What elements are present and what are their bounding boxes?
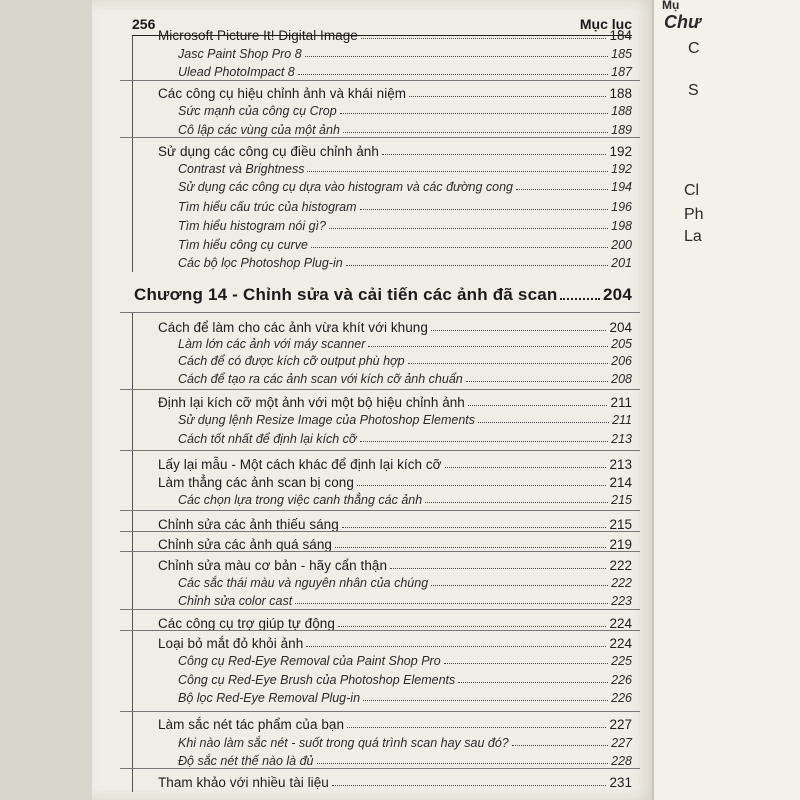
toc-title: Khi nào làm sắc nét - suốt trong quá trình scan hay sau đó?	[178, 736, 509, 750]
toc-page-number: 222	[611, 576, 632, 590]
subsection-entry	[132, 354, 632, 368]
toc-title: Định lại kích cỡ một ảnh với một bộ hiệu chỉnh ảnh	[158, 395, 465, 410]
section-entry	[132, 616, 632, 631]
toc-title: Sử dụng lệnh Resize Image của Photoshop Elements	[178, 413, 475, 427]
toc-title: Làm sắc nét tác phẩm của bạn	[158, 717, 345, 732]
toc-title: Sử dụng các công cụ dựa vào histogram và các đường cong	[178, 180, 513, 194]
section-entry	[132, 28, 632, 43]
subsection-entry	[132, 123, 632, 137]
dot-leader	[468, 405, 608, 406]
dot-leader	[357, 485, 607, 486]
dot-leader	[478, 422, 609, 423]
toc-title: Ulead PhotoImpact 8	[178, 65, 295, 79]
toc-page-number: 211	[612, 413, 632, 427]
subsection-entry	[132, 673, 632, 687]
section-entry	[132, 144, 632, 159]
dot-leader	[307, 171, 608, 172]
toc-title: Jasc Paint Shop Pro 8	[178, 47, 302, 61]
facing-header-fragment: Mụ	[662, 0, 680, 12]
page-number: 256	[132, 16, 156, 32]
toc-page-number: 226	[611, 691, 632, 705]
chapter-entry	[132, 285, 632, 305]
dot-leader	[466, 381, 608, 382]
section-entry	[132, 320, 632, 335]
section-title: Mục lục	[579, 16, 632, 32]
toc-title: Bộ lọc Red-Eye Removal Plug-in	[178, 691, 361, 705]
toc-page-number: 213	[611, 432, 632, 446]
toc-title: Các chọn lựa trong việc canh thẳng các ảnh	[178, 493, 423, 507]
section-divider	[120, 80, 640, 81]
section-divider	[120, 630, 640, 631]
section-divider	[120, 450, 640, 451]
subsection-entry	[132, 576, 632, 590]
dot-leader	[317, 763, 609, 764]
toc-page-number: 192	[611, 162, 632, 176]
toc-title: Chương 14 - Chỉnh sửa và cải tiến các ảnh đã scan	[134, 285, 558, 304]
toc-title: Chỉnh sửa các ảnh thiếu sáng	[158, 517, 339, 532]
facing-text-fragment: C	[688, 40, 700, 57]
toc-title: Các công cụ trợ giúp tự động	[158, 616, 335, 631]
toc-title: Contrast và Brightness	[178, 162, 305, 176]
dot-leader	[295, 603, 608, 604]
dot-leader	[560, 298, 600, 300]
toc-title: Cách tốt nhất để định lại kích cỡ	[178, 432, 357, 446]
section-entry	[132, 558, 632, 573]
toc-page-number: 224	[609, 636, 632, 651]
subsection-entry	[132, 736, 632, 750]
toc-page-number: 208	[611, 372, 632, 386]
subsection-entry	[132, 200, 632, 214]
toc-title: Công cụ Red-Eye Removal của Paint Shop Pro	[178, 654, 441, 668]
toc-title: Tham khảo với nhiều tài liệu	[158, 775, 329, 790]
dot-leader	[360, 209, 609, 210]
dot-leader	[382, 154, 607, 155]
subsection-entry	[132, 256, 632, 270]
toc-page-number: 223	[611, 594, 632, 608]
toc-page-number: 214	[609, 475, 632, 490]
subsection-entry	[132, 47, 632, 61]
dot-leader	[311, 247, 608, 248]
section-divider	[120, 768, 640, 769]
subsection-entry	[132, 180, 632, 194]
toc-title: Cách để làm cho các ảnh vừa khít với khung	[158, 320, 428, 335]
toc-page-number: 201	[611, 256, 632, 270]
section-entry	[132, 717, 632, 732]
toc-page-number: 227	[609, 717, 632, 732]
section-entry	[132, 517, 632, 532]
subsection-entry	[132, 238, 632, 252]
subsection-entry	[132, 654, 632, 668]
toc-page-number: 215	[611, 493, 632, 507]
section-divider	[120, 531, 640, 532]
subsection-entry	[132, 594, 632, 608]
toc-title: Lấy lại mẫu - Một cách khác để định lại kích cỡ	[158, 457, 442, 472]
toc-title: Tìm hiểu công cụ curve	[178, 238, 308, 252]
toc-page-number: 215	[609, 517, 632, 532]
section-divider	[120, 609, 640, 610]
toc-title: Tìm hiểu cấu trúc của histogram	[178, 200, 357, 214]
toc-title: Chỉnh sửa color cast	[178, 594, 293, 608]
dot-leader	[512, 745, 608, 746]
subsection-entry	[132, 337, 632, 351]
toc-title: Các bộ lọc Photoshop Plug-in	[178, 256, 343, 270]
dot-leader	[329, 228, 608, 229]
section-divider	[120, 389, 640, 390]
dot-leader	[390, 568, 606, 569]
toc-title: Loại bỏ mắt đỏ khỏi ảnh	[158, 636, 304, 651]
toc-title: Cách để tạo ra các ảnh scan với kích cỡ ảnh chuẩn	[178, 372, 463, 386]
toc-page-number: 228	[611, 754, 632, 768]
section-divider	[120, 137, 640, 138]
toc-page-number: 219	[609, 537, 632, 552]
toc-page-number: 225	[611, 654, 632, 668]
toc-page-number: 189	[611, 123, 632, 137]
facing-text-fragment: S	[688, 82, 699, 99]
dot-leader	[340, 113, 608, 114]
dot-leader	[306, 646, 606, 647]
toc-title: Cách để có được kích cỡ output phù hợp	[178, 354, 405, 368]
toc-page-number: 198	[611, 219, 632, 233]
dot-leader	[363, 700, 608, 701]
subsection-entry	[132, 104, 632, 118]
toc-page-number: 205	[611, 337, 632, 351]
section-divider	[120, 312, 640, 313]
toc-title: Cô lập các vùng của một ảnh	[178, 123, 340, 137]
dot-leader	[361, 38, 607, 39]
toc-page-number: 204	[603, 285, 632, 304]
dot-leader	[342, 527, 607, 528]
section-entry	[132, 636, 632, 651]
facing-page	[652, 0, 800, 800]
subsection-entry	[132, 372, 632, 386]
toc-title: Các công cụ hiệu chỉnh ảnh và khái niệm	[158, 86, 407, 101]
toc-page-number: 185	[611, 47, 632, 61]
toc-page-number: 231	[609, 775, 632, 790]
toc-title: Chỉnh sửa các ảnh quá sáng	[158, 537, 332, 552]
toc-page-number: 227	[611, 736, 632, 750]
dot-leader	[368, 346, 608, 347]
toc-page-number: 187	[611, 65, 632, 79]
toc-title: Làm lớn các ảnh với máy scanner	[178, 337, 366, 351]
section-entry	[132, 395, 632, 410]
dot-leader	[408, 363, 609, 364]
toc-page-number: 206	[611, 354, 632, 368]
toc-page-number: 188	[611, 104, 632, 118]
dot-leader	[431, 585, 608, 586]
toc-page-number: 204	[609, 320, 632, 335]
toc-page-number: 192	[609, 144, 632, 159]
subsection-entry	[132, 493, 632, 507]
book-page	[92, 0, 652, 800]
subsection-entry	[132, 65, 632, 79]
toc-page-number: 188	[609, 86, 632, 101]
toc-page-number: 194	[611, 180, 632, 194]
toc-title: Làm thẳng các ảnh scan bị cong	[158, 475, 354, 490]
toc-title: Công cụ Red-Eye Brush của Photoshop Elements	[178, 673, 456, 687]
toc-title: Microsoft Picture It! Digital Image	[158, 28, 358, 43]
section-entry	[132, 475, 632, 490]
subsection-entry	[132, 219, 632, 233]
toc-page-number: 200	[611, 238, 632, 252]
toc-page-number: 222	[609, 558, 632, 573]
toc-title: Tìm hiểu histogram nói gì?	[178, 219, 326, 233]
toc-page-number: 224	[609, 616, 632, 631]
section-entry	[132, 537, 632, 552]
dot-leader	[332, 785, 607, 786]
dot-leader	[298, 74, 608, 75]
toc-title: Chỉnh sửa màu cơ bản - hãy cẩn thận	[158, 558, 388, 573]
dot-leader	[343, 132, 608, 133]
section-entry	[132, 86, 632, 101]
toc-page-number: 213	[609, 457, 632, 472]
dot-leader	[425, 502, 608, 503]
section-divider	[120, 510, 640, 511]
dot-leader	[445, 467, 607, 468]
section-divider	[120, 711, 640, 712]
subsection-entry	[132, 432, 632, 446]
dot-leader	[305, 56, 608, 57]
subsection-entry	[132, 413, 632, 427]
subsection-entry	[132, 162, 632, 176]
section-divider	[120, 551, 640, 552]
facing-heading-fragment: Chư	[664, 12, 701, 32]
toc-title: Sức mạnh của công cụ Crop	[178, 104, 337, 118]
subsection-entry	[132, 691, 632, 705]
toc-title: Các sắc thái màu và nguyên nhân của chúng	[178, 576, 429, 590]
section-entry	[132, 775, 632, 790]
toc-page-number: 184	[609, 28, 632, 43]
section-entry	[132, 457, 632, 472]
subsection-entry	[132, 754, 632, 768]
dot-leader	[444, 663, 609, 664]
dot-leader	[458, 682, 608, 683]
toc-page-number: 196	[611, 200, 632, 214]
dot-leader	[347, 727, 606, 728]
toc-page-number: 226	[611, 673, 632, 687]
dot-leader	[516, 189, 608, 190]
facing-text-fragment: Cl	[684, 182, 700, 199]
dot-leader	[431, 330, 607, 331]
facing-text-fragment: La	[684, 228, 702, 245]
dot-leader	[346, 265, 608, 266]
facing-text-fragment: Ph	[684, 206, 704, 223]
dot-leader	[335, 547, 607, 548]
dot-leader	[338, 626, 607, 627]
toc-page-number: 211	[610, 395, 632, 410]
dot-leader	[360, 441, 609, 442]
dot-leader	[409, 96, 606, 97]
toc-title: Sử dụng các công cụ điều chỉnh ảnh	[158, 144, 379, 159]
toc-title: Độ sắc nét thế nào là đủ	[178, 754, 314, 768]
